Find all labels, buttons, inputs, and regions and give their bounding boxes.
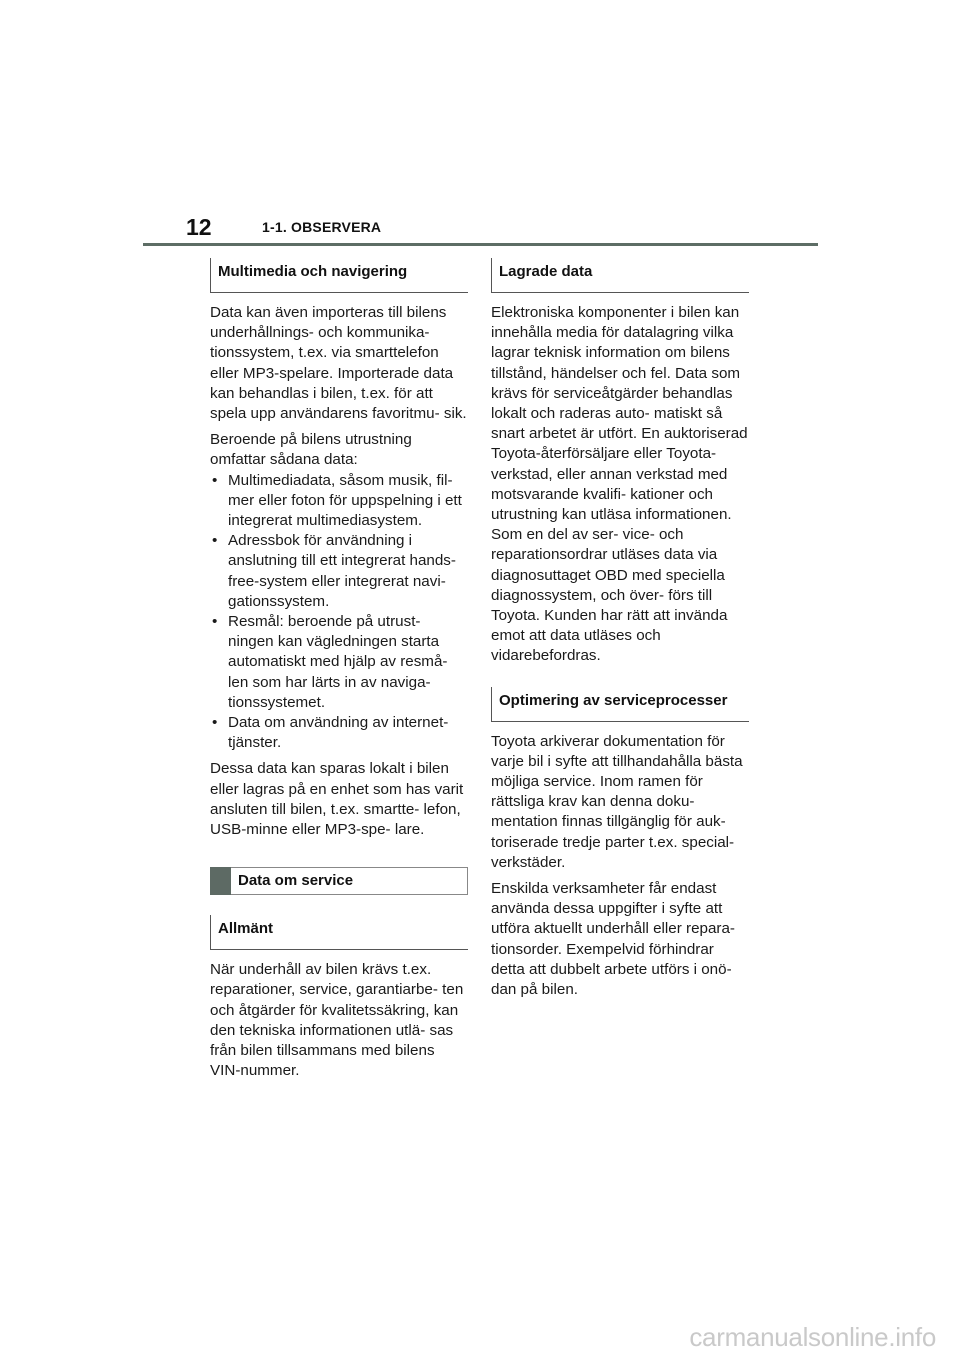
- left-column: [210, 258, 468, 1082]
- list-item: • Multimediadata, såsom musik, fil- mer eller foton för uppspelning i ett integrerat multimediasystem.: [210, 471, 468, 532]
- paragraph-equipment: Beroende på bilens utrustning omfattar sådana data:: [210, 431, 412, 469]
- paragraph-maintenance: När underhåll av bilen krävs t.ex. reparationer, service, garantiarbe- ten och åtgärder för kvalitetssäkring, kan den tekniska informationen utlä- sas från bilen tillsammans med bilens VIN-nummer.: [210, 961, 464, 1080]
- section-bar-label: Data om service: [238, 872, 354, 890]
- page-number: 12: [186, 214, 212, 240]
- right-column: [491, 258, 749, 1000]
- paragraph-documentation: Toyota arkiverar dokumentation för varje bil i syfte att tillhandahålla bästa möjliga service. Inom ramen för rättsliga krav kan denna doku- mentation finnas tillgänglig för auk- toriserade tredje parter t.ex. special- verkstäder.: [491, 732, 743, 871]
- paragraph-storage: Dessa data kan sparas lokalt i bilen eller lagras på en enhet som has varit ansluten till bilen, t.ex. smartte- lefon, USB-minne eller MP3-spe- lare.: [210, 760, 464, 839]
- paragraph-multimedia-intro: Data kan även importeras till bilens underhållnings- och kommunika- tionssystem, t.ex. via smarttelefon eller MP3-spelare. Importerade data kan behandlas i bilen, t.ex. för att spela upp användarens favoritmu- sik.: [210, 304, 467, 423]
- watermark: carmanualsonline.info: [689, 1322, 936, 1352]
- header-rule: [143, 243, 818, 246]
- subheading-service-optimization: Optimering av serviceprocesser: [491, 687, 749, 722]
- bullet-list: [210, 471, 468, 754]
- subheading-general: Allmänt: [210, 915, 468, 950]
- subheading-multimedia: Multimedia och navigering: [210, 258, 468, 293]
- section-bar-service-data: [210, 867, 468, 895]
- list-item: • Resmål: beroende på utrust- ningen kan vägledningen starta automatiskt med hjälp av resmå- len som har lärts in av naviga- tionssystemet.: [210, 612, 468, 713]
- paragraph-usage-restriction: Enskilda verksamheter får endast använda dessa uppgifter i syfte att utföra aktuellt underhåll eller repara- tionsorder. Exempelvid förhindrar detta att dubbelt arbete utförs i onö- dan på bilen.: [491, 880, 735, 999]
- section-title: 1-1. OBSERVERA: [262, 219, 382, 235]
- paragraph-stored-data: Elektroniska komponenter i bilen kan innehålla media för datalagring vilka lagrar teknisk information om bilens tillstånd, händelser och fel. Data som krävs för serviceåtgärder behandlas lokalt och raderas auto- matiskt så snart arbetet är utfört. En auktoriserad Toyota-återförsäljare eller Toyota-verkstad, eller annan verkstad med motsvarande kvalifi- kationer och utrustning kan utläsa informationen. Som en del av ser- vice- och reparationsordrar utläses data via diagnosuttaget OBD med speciella diagnossystem, och över- förs till Toyota. Kunden har rätt att invända emot att data utläses och vidarebefordras.: [491, 304, 748, 665]
- list-item: • Data om användning av internet- tjänster.: [210, 713, 468, 753]
- list-item: • Adressbok för användning i anslutning till ett integrerat hands- free-system eller integrerat navi- gationssystem.: [210, 531, 468, 612]
- section-bar-marker: [210, 867, 231, 895]
- subheading-stored-data: Lagrade data: [491, 258, 749, 293]
